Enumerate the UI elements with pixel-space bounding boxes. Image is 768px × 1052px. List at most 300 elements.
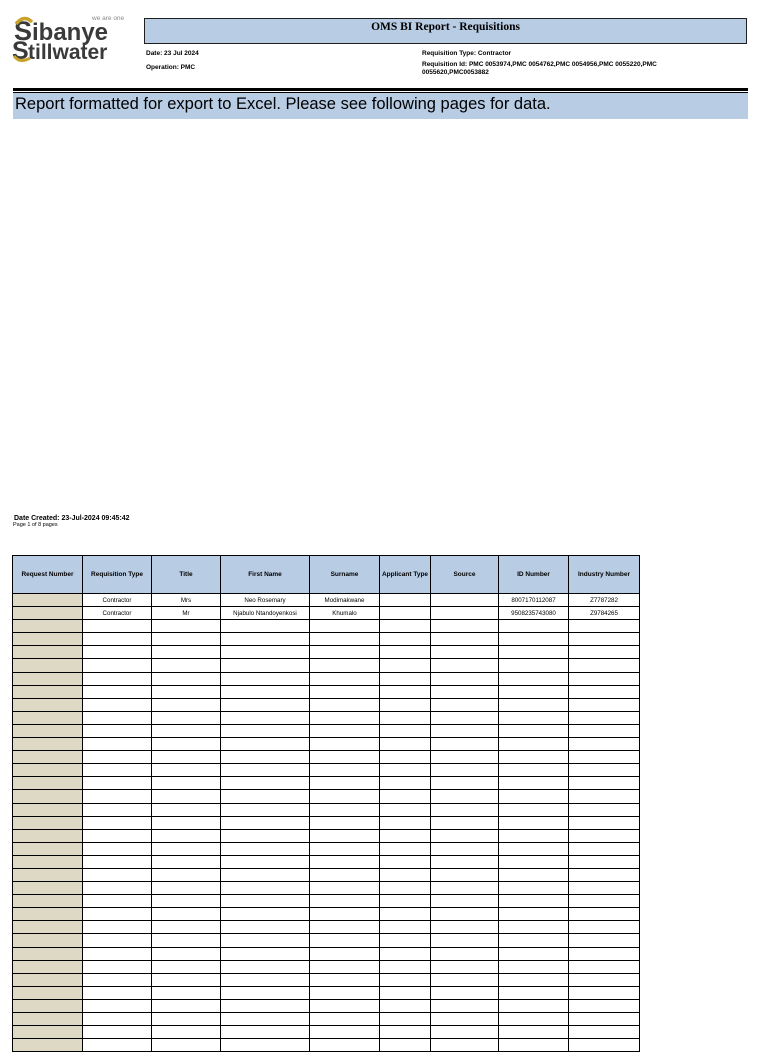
table-cell (83, 803, 152, 816)
table-cell (152, 659, 221, 672)
table-cell (221, 633, 310, 646)
table-cell (569, 921, 640, 934)
table-cell: Z7787282 (569, 594, 640, 607)
column-header: ID Number (499, 556, 569, 594)
table-cell (380, 855, 431, 868)
column-header: Request Number (13, 556, 83, 594)
table-header-row (13, 556, 640, 594)
table-cell (221, 751, 310, 764)
table-cell (569, 999, 640, 1012)
table-cell (221, 842, 310, 855)
table-row (13, 777, 640, 790)
table-cell (569, 895, 640, 908)
company-logo (10, 8, 136, 66)
table-cell (431, 816, 499, 829)
logo-tagline: we are one (92, 15, 125, 22)
export-notice-banner: Report formatted for export to Excel. Please see following pages for data. (13, 93, 748, 119)
table-cell (499, 777, 569, 790)
table-cell (13, 607, 83, 620)
table-cell (380, 777, 431, 790)
table-cell (569, 711, 640, 724)
table-cell: Mrs (152, 594, 221, 607)
table-cell (431, 711, 499, 724)
table-cell (380, 934, 431, 947)
column-header: Requisition Type (83, 556, 152, 594)
table-cell (310, 960, 380, 973)
table-cell (380, 711, 431, 724)
table-cell (569, 868, 640, 881)
table-cell (569, 738, 640, 751)
table-cell (499, 973, 569, 986)
table-cell (380, 908, 431, 921)
table-cell (380, 738, 431, 751)
table-cell (221, 803, 310, 816)
column-header: Industry Number (569, 556, 640, 594)
table-cell (569, 751, 640, 764)
logo-word-sibanye: ibanye (32, 19, 109, 46)
table-cell (13, 659, 83, 672)
table-cell (152, 973, 221, 986)
table-cell (83, 764, 152, 777)
table-row (13, 934, 640, 947)
table-cell (431, 1039, 499, 1052)
table-cell (569, 1026, 640, 1039)
table-cell (431, 908, 499, 921)
table-cell (310, 829, 380, 842)
table-cell (310, 738, 380, 751)
table-row (13, 646, 640, 659)
table-cell (569, 908, 640, 921)
table-row (13, 908, 640, 921)
table-cell (221, 724, 310, 737)
header-divider-thick (13, 88, 748, 91)
table-cell (221, 1039, 310, 1052)
table-row (13, 921, 640, 934)
table-cell (83, 829, 152, 842)
table-cell (152, 711, 221, 724)
table-row (13, 842, 640, 855)
table-cell (310, 672, 380, 685)
table-cell (13, 738, 83, 751)
table-cell (499, 738, 569, 751)
table-cell (380, 1039, 431, 1052)
table-cell (380, 829, 431, 842)
table-cell (152, 947, 221, 960)
table-cell (83, 1039, 152, 1052)
table-cell (431, 594, 499, 607)
table-cell (310, 1026, 380, 1039)
table-cell: Z9784265 (569, 607, 640, 620)
logo-initial-s2: S (12, 37, 29, 65)
table-cell (569, 829, 640, 842)
table-cell (380, 594, 431, 607)
table-cell (499, 921, 569, 934)
table-cell (152, 1026, 221, 1039)
table-cell (13, 633, 83, 646)
table-row (13, 724, 640, 737)
table-cell (152, 698, 221, 711)
table-cell (152, 633, 221, 646)
table-cell (152, 790, 221, 803)
table-cell (499, 947, 569, 960)
table-cell (152, 685, 221, 698)
table-cell (310, 999, 380, 1012)
table-cell (83, 646, 152, 659)
table-cell (380, 633, 431, 646)
table-cell (152, 738, 221, 751)
table-cell: Mr (152, 607, 221, 620)
table-cell (431, 607, 499, 620)
table-cell (310, 777, 380, 790)
column-header: First Name (221, 556, 310, 594)
table-cell (380, 947, 431, 960)
table-cell (221, 868, 310, 881)
table-cell (431, 724, 499, 737)
table-cell (431, 960, 499, 973)
table-cell (13, 973, 83, 986)
table-cell: Contractor (83, 594, 152, 607)
table-cell (380, 672, 431, 685)
table-row (13, 711, 640, 724)
table-cell (380, 646, 431, 659)
table-row (13, 829, 640, 842)
table-cell (310, 698, 380, 711)
table-cell (310, 633, 380, 646)
table-cell (13, 751, 83, 764)
table-cell (310, 1039, 380, 1052)
table-cell (152, 868, 221, 881)
table-cell (380, 685, 431, 698)
table-body (13, 594, 640, 1052)
table-cell (221, 764, 310, 777)
table-cell: Modimakwane (310, 594, 380, 607)
table-cell (83, 672, 152, 685)
table-row (13, 685, 640, 698)
table-cell (152, 803, 221, 816)
table-cell (152, 764, 221, 777)
table-cell (83, 620, 152, 633)
table-cell (569, 973, 640, 986)
table-cell (499, 934, 569, 947)
report-meta-left (146, 50, 199, 78)
table-cell (569, 986, 640, 999)
table-cell (380, 1026, 431, 1039)
table-cell (13, 960, 83, 973)
table-cell (152, 921, 221, 934)
table-row (13, 973, 640, 986)
table-cell (13, 947, 83, 960)
table-cell (569, 947, 640, 960)
table-cell (569, 960, 640, 973)
table-cell (152, 751, 221, 764)
table-cell (221, 1026, 310, 1039)
table-row (13, 1039, 640, 1052)
table-cell (431, 698, 499, 711)
table-cell (499, 764, 569, 777)
table-cell (152, 646, 221, 659)
table-cell (83, 947, 152, 960)
table-cell (569, 1039, 640, 1052)
table-cell (499, 659, 569, 672)
table-cell (310, 868, 380, 881)
table-cell (13, 790, 83, 803)
table-cell (13, 1039, 83, 1052)
table-cell (221, 921, 310, 934)
table-cell (431, 855, 499, 868)
table-cell (380, 999, 431, 1012)
table-cell (431, 685, 499, 698)
table-cell (431, 633, 499, 646)
table-cell (152, 855, 221, 868)
table-row (13, 816, 640, 829)
table-cell (13, 620, 83, 633)
table-cell (310, 973, 380, 986)
table-cell (83, 921, 152, 934)
table-cell (380, 751, 431, 764)
table-cell (431, 620, 499, 633)
table-cell (221, 685, 310, 698)
table-cell (310, 711, 380, 724)
table-cell (83, 633, 152, 646)
table-cell (310, 620, 380, 633)
table-cell (431, 868, 499, 881)
table-cell (13, 816, 83, 829)
table-row (13, 620, 640, 633)
table-cell (380, 921, 431, 934)
table-cell (83, 816, 152, 829)
table-row (13, 882, 640, 895)
table-cell (83, 724, 152, 737)
table-cell: Njabulo Ntandoyenkosi (221, 607, 310, 620)
table-cell (83, 882, 152, 895)
table-cell (499, 803, 569, 816)
table-cell (380, 698, 431, 711)
table-cell (83, 960, 152, 973)
column-header: Applicant Type (380, 556, 431, 594)
report-meta-right (422, 50, 712, 80)
table-row (13, 633, 640, 646)
logo-initial-s1: S (14, 16, 33, 46)
table-cell (13, 882, 83, 895)
table-row (13, 659, 640, 672)
table-cell (221, 973, 310, 986)
table-cell (569, 855, 640, 868)
table-cell (431, 738, 499, 751)
table-cell (431, 882, 499, 895)
table-cell (310, 803, 380, 816)
table-cell (499, 672, 569, 685)
table-cell (13, 999, 83, 1012)
table-cell (221, 711, 310, 724)
table-cell (152, 999, 221, 1012)
table-cell (13, 764, 83, 777)
table-cell (221, 816, 310, 829)
table-cell (152, 724, 221, 737)
table-cell (310, 842, 380, 855)
table-cell (380, 882, 431, 895)
table-cell (221, 960, 310, 973)
table-cell (310, 882, 380, 895)
table-cell (569, 777, 640, 790)
table-cell (152, 934, 221, 947)
column-header: Surname (310, 556, 380, 594)
table-cell (83, 855, 152, 868)
table-cell (569, 685, 640, 698)
table-cell (499, 908, 569, 921)
table-cell (380, 790, 431, 803)
requisition-type: Requisition Type: Contractor (422, 50, 512, 57)
table-cell (499, 685, 569, 698)
table-cell (499, 790, 569, 803)
table-cell (499, 646, 569, 659)
table-cell (431, 842, 499, 855)
table-cell (569, 934, 640, 947)
table-cell (221, 947, 310, 960)
table-cell (499, 711, 569, 724)
table-cell: Khumalo (310, 607, 380, 620)
table-cell (13, 842, 83, 855)
table-cell (221, 986, 310, 999)
table-cell (499, 698, 569, 711)
table-cell (310, 934, 380, 947)
table-cell (221, 882, 310, 895)
table-cell (221, 908, 310, 921)
table-cell (83, 842, 152, 855)
table-cell (310, 921, 380, 934)
table-cell (569, 803, 640, 816)
table-cell (83, 738, 152, 751)
table-cell (83, 1026, 152, 1039)
table-cell (83, 659, 152, 672)
table-cell (380, 816, 431, 829)
column-header: Title (152, 556, 221, 594)
table-cell (221, 698, 310, 711)
page-indicator: Page 1 of 8 pages (13, 522, 58, 528)
table-cell (83, 973, 152, 986)
table-cell: 8007170112087 (499, 594, 569, 607)
table-row (13, 960, 640, 973)
table-cell (221, 934, 310, 947)
requisition-id: Requisition Id: PMC 0053974,PMC 0054762,PMC 0054956,PMC 0055220,PMC 0055620,PMC0053882 (422, 61, 657, 76)
table-row (13, 790, 640, 803)
table-cell (431, 790, 499, 803)
table-cell (380, 986, 431, 999)
table-cell (83, 908, 152, 921)
table-cell (152, 960, 221, 973)
logo-word-stillwater: tillwater (28, 41, 108, 64)
table-cell (221, 855, 310, 868)
table-cell (13, 685, 83, 698)
table-cell (310, 685, 380, 698)
column-header: Source (431, 556, 499, 594)
table-cell (83, 790, 152, 803)
table-cell (83, 751, 152, 764)
table-cell (13, 921, 83, 934)
table-cell (499, 724, 569, 737)
table-cell (83, 895, 152, 908)
table-cell (499, 751, 569, 764)
table-cell (152, 672, 221, 685)
table-cell (13, 724, 83, 737)
table-cell (13, 672, 83, 685)
table-cell (13, 829, 83, 842)
table-cell (499, 882, 569, 895)
table-cell (310, 790, 380, 803)
table-cell (221, 738, 310, 751)
table-cell (310, 816, 380, 829)
table-cell (380, 659, 431, 672)
table-cell (310, 986, 380, 999)
table-cell (569, 646, 640, 659)
table-cell (221, 777, 310, 790)
table-cell (13, 868, 83, 881)
table-cell (431, 934, 499, 947)
table-cell (13, 855, 83, 868)
table-cell (152, 777, 221, 790)
table-cell: Contractor (83, 607, 152, 620)
table-cell (310, 895, 380, 908)
table-cell (380, 803, 431, 816)
table-cell (499, 895, 569, 908)
table-cell (431, 895, 499, 908)
table-row (13, 672, 640, 685)
table-cell (499, 868, 569, 881)
table-cell (499, 1026, 569, 1039)
table-row (13, 594, 640, 607)
table-row (13, 986, 640, 999)
table-cell (221, 895, 310, 908)
table-row (13, 999, 640, 1012)
table-cell (431, 999, 499, 1012)
table-cell (152, 842, 221, 855)
table-cell (310, 659, 380, 672)
table-cell (152, 1039, 221, 1052)
table-cell (569, 790, 640, 803)
table-cell (569, 816, 640, 829)
table-cell: 9508235743080 (499, 607, 569, 620)
table-cell (83, 999, 152, 1012)
table-cell (380, 960, 431, 973)
table-cell (380, 842, 431, 855)
table-cell (13, 1026, 83, 1039)
table-cell (83, 986, 152, 999)
table-cell (152, 882, 221, 895)
table-cell (431, 921, 499, 934)
table-cell (221, 620, 310, 633)
table-cell (569, 764, 640, 777)
table-cell (431, 672, 499, 685)
table-cell (569, 698, 640, 711)
table-cell (310, 855, 380, 868)
table-cell (13, 777, 83, 790)
table-cell (569, 620, 640, 633)
table-cell (431, 777, 499, 790)
table-cell (380, 764, 431, 777)
table-cell (152, 908, 221, 921)
date-created: Date Created: 23-Jul-2024 09:45:42 (14, 515, 130, 522)
table-cell (13, 934, 83, 947)
table-cell (499, 829, 569, 842)
table-row (13, 764, 640, 777)
table-row (13, 803, 640, 816)
table-cell (499, 960, 569, 973)
table-cell (380, 895, 431, 908)
table-row (13, 855, 640, 868)
table-cell (569, 659, 640, 672)
table-cell (499, 986, 569, 999)
table-cell (310, 724, 380, 737)
table-cell (380, 620, 431, 633)
